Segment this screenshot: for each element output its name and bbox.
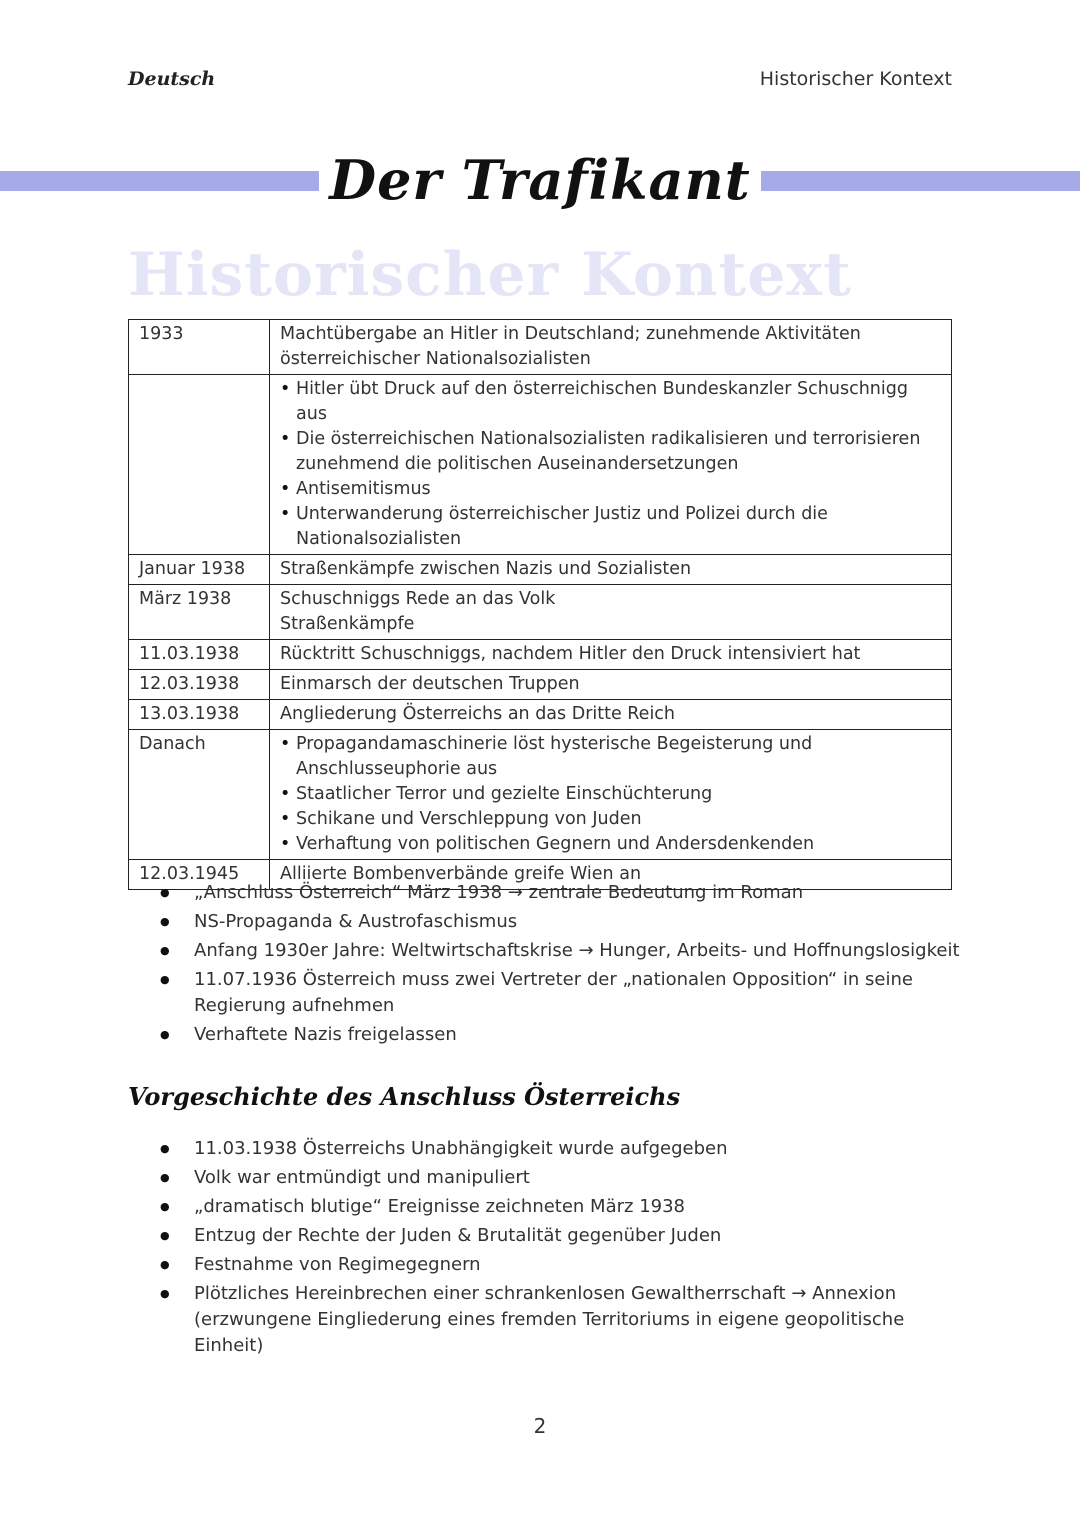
timeline-row — [129, 320, 952, 375]
header-subject: Deutsch — [128, 68, 216, 90]
timeline-row — [129, 700, 952, 730]
event-bullet: • Verhaftung von politischen Gegnern und Andersdenkenden — [280, 832, 941, 857]
section-title: Historischer Kontext — [128, 240, 852, 310]
timeline-event — [270, 585, 952, 640]
timeline-event — [270, 700, 952, 730]
event-bullet: • Antisemitismus — [280, 477, 941, 502]
event-bullet: • Staatlicher Terror und gezielte Einschüchterung — [280, 782, 941, 807]
event-line: Rücktritt Schuschniggs, nachdem Hitler den Druck intensiviert hat — [280, 644, 861, 664]
notes-list — [160, 880, 960, 1051]
timeline-row — [129, 640, 952, 670]
title-wrap — [0, 148, 1080, 212]
timeline-event — [270, 555, 952, 585]
timeline-date: 1933 — [129, 320, 270, 375]
timeline-row — [129, 585, 952, 640]
vorgeschichte-list — [160, 1136, 940, 1362]
note-item: ● NS-Propaganda & Austrofaschismus — [160, 909, 960, 935]
page-number: 2 — [533, 1414, 547, 1438]
timeline-table — [128, 319, 952, 890]
note-item: ● Anfang 1930er Jahre: Weltwirtschaftskrise → Hunger, Arbeits- und Hoffnungslosigkeit — [160, 938, 960, 964]
vorgeschichte-item: ● Volk war entmündigt und manipuliert — [160, 1165, 940, 1191]
vorgeschichte-item: ● Plötzliches Hereinbrechen einer schrankenlosen Gewaltherrschaft → Annexion (erzwungene Eingliederung eines fremden Territoriums in eigene geopolitische Einheit) — [160, 1281, 940, 1359]
timeline-date: 12.03.1938 — [129, 670, 270, 700]
timeline-date: 12.03.1945 — [129, 860, 270, 890]
event-bullet: • Propagandamaschinerie löst hysterische Begeisterung und Anschlusseuphorie aus — [280, 732, 941, 782]
timeline-event — [270, 670, 952, 700]
timeline-event — [270, 640, 952, 670]
event-bullet: • Hitler übt Druck auf den österreichischen Bundeskanzler Schuschnigg aus — [280, 377, 941, 427]
event-line: Alliierte Bombenverbände greife Wien an — [280, 864, 642, 884]
subheading: Vorgeschichte des Anschluss Österreichs — [128, 1082, 681, 1111]
vorgeschichte-item: ● Festnahme von Regimegegnern — [160, 1252, 940, 1278]
event-line: Einmarsch der deutschen Truppen — [280, 674, 580, 694]
timeline-row — [129, 670, 952, 700]
timeline-row — [129, 730, 952, 860]
timeline-event — [270, 320, 952, 375]
timeline-event — [270, 375, 952, 555]
header-topic: Historischer Kontext — [759, 68, 952, 90]
note-item: ● Verhaftete Nazis freigelassen — [160, 1022, 960, 1048]
event-line: Straßenkämpfe zwischen Nazis und Sozialisten — [280, 559, 692, 579]
timeline-date: März 1938 — [129, 585, 270, 640]
vorgeschichte-item: ● „dramatisch blutige“ Ereignisse zeichneten März 1938 — [160, 1194, 940, 1220]
timeline-date: Januar 1938 — [129, 555, 270, 585]
event-bullet: • Schikane und Verschleppung von Juden — [280, 807, 941, 832]
event-line: Machtübergabe an Hitler in Deutschland; zunehmende Aktivitäten österreichischer Nationalsozialisten — [280, 324, 861, 369]
timeline-date: Danach — [129, 730, 270, 860]
page-title: Der Trafikant — [319, 148, 760, 212]
timeline-row — [129, 375, 952, 555]
timeline-date — [129, 375, 270, 555]
timeline-row — [129, 555, 952, 585]
event-bullet: • Die österreichischen Nationalsozialisten radikalisieren und terrorisieren zunehmend die politischen Auseinandersetzungen — [280, 427, 941, 477]
vorgeschichte-item: ● 11.03.1938 Österreichs Unabhängigkeit wurde aufgegeben — [160, 1136, 940, 1162]
event-line: Angliederung Österreichs an das Dritte Reich — [280, 704, 676, 724]
note-item: ● 11.07.1936 Österreich muss zwei Vertreter der „nationalen Opposition“ in seine Regierung aufnehmen — [160, 967, 960, 1019]
timeline-date: 13.03.1938 — [129, 700, 270, 730]
timeline-event — [270, 730, 952, 860]
timeline-date: 11.03.1938 — [129, 640, 270, 670]
vorgeschichte-item: ● Entzug der Rechte der Juden & Brutalität gegenüber Juden — [160, 1223, 940, 1249]
event-line: Schuschniggs Rede an das Volk — [280, 589, 556, 609]
note-item: ● „Anschluss Österreich“ März 1938 → zentrale Bedeutung im Roman — [160, 880, 960, 906]
event-line: Straßenkämpfe — [280, 614, 415, 634]
event-bullet: • Unterwanderung österreichischer Justiz und Polizei durch die Nationalsozialisten — [280, 502, 941, 552]
